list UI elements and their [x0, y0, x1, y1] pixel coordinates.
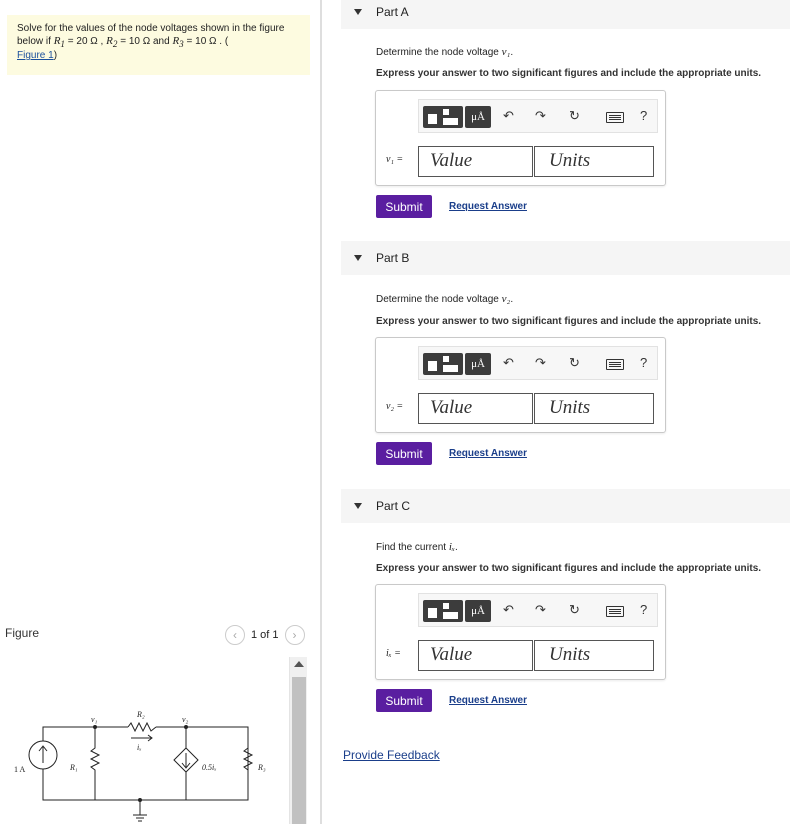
templates-icon[interactable]: [423, 106, 463, 128]
part-a-answer-box: [375, 90, 666, 186]
part-a-header[interactable]: [341, 0, 790, 29]
r2-value: = 10 Ω and: [117, 36, 173, 47]
figure-link[interactable]: Figure 1: [17, 50, 54, 62]
units-button[interactable]: μÅ: [465, 106, 491, 128]
v1-label: v₁: [91, 715, 98, 724]
ground-symbol: [133, 800, 147, 821]
source-label: 1 A: [14, 765, 26, 774]
part-c-instructions: Express your answer to two significant figures and include the appropriate units.: [376, 563, 762, 574]
r1-symbol: $R_1$: [53, 35, 65, 50]
request-answer-link[interactable]: Request Answer: [449, 695, 527, 706]
circuit-diagram: [0, 690, 285, 824]
request-answer-link[interactable]: Request Answer: [449, 201, 527, 212]
scroll-up-icon[interactable]: [294, 661, 304, 667]
redo-icon[interactable]: ↷: [535, 355, 546, 370]
undo-icon[interactable]: ↶: [503, 602, 514, 617]
var-label: iₓ =: [386, 648, 401, 659]
part-a-question: Determine the node voltage v₁.: [376, 46, 514, 58]
redo-icon[interactable]: ↷: [535, 602, 546, 617]
r3-symbol: $R_3$: [172, 35, 184, 50]
r2-symbol: $R_2$: [106, 35, 118, 50]
part-a-instructions: Express your answer to two significant figures and include the appropriate units.: [376, 68, 762, 79]
ix-label: iₓ: [137, 743, 142, 752]
submit-button[interactable]: Submit: [376, 689, 432, 712]
units-input[interactable]: Units: [534, 640, 654, 671]
undo-icon[interactable]: ↶: [503, 355, 514, 370]
part-b-instructions: Express your answer to two significant figures and include the appropriate units.: [376, 316, 762, 327]
templates-icon[interactable]: [423, 353, 463, 375]
r3-label: R₃: [258, 763, 266, 772]
figure-pager: [225, 625, 305, 645]
collapse-triangle-icon: [354, 255, 362, 261]
r1-value: = 20 Ω ,: [65, 36, 107, 47]
scroll-thumb[interactable]: [292, 677, 306, 824]
part-b-title: Part B: [376, 251, 410, 265]
value-input[interactable]: Value: [418, 393, 533, 424]
keyboard-icon[interactable]: [606, 606, 624, 617]
reset-icon[interactable]: ↻: [569, 355, 580, 370]
chevron-right-icon[interactable]: ›: [285, 625, 305, 645]
wire-top-left: [43, 727, 128, 741]
part-a-title: Part A: [376, 5, 409, 19]
resistor-r1: [91, 727, 99, 800]
figure-page-count: 1 of 1: [251, 629, 279, 641]
part-c-answer-box: [375, 584, 666, 680]
part-c-question: Find the current iₓ.: [376, 541, 458, 553]
figure-link-close: ): [53, 50, 58, 62]
help-icon[interactable]: ?: [640, 355, 648, 370]
node-v1: [93, 725, 97, 729]
part-c-header[interactable]: [341, 489, 790, 523]
part-b-header[interactable]: [341, 241, 790, 275]
reset-icon[interactable]: ↻: [569, 602, 580, 617]
r2-label: R₂: [137, 710, 145, 719]
keyboard-icon[interactable]: [606, 359, 624, 370]
units-input[interactable]: Units: [534, 146, 654, 177]
problem-statement: [7, 15, 310, 75]
collapse-triangle-icon: [354, 9, 362, 15]
units-input[interactable]: Units: [534, 393, 654, 424]
part-b-question: Determine the node voltage v₂.: [376, 293, 514, 305]
problem-text: Solve for the values of the node voltages shown in the figure below if: [17, 23, 285, 47]
help-icon[interactable]: ?: [640, 602, 648, 617]
templates-icon[interactable]: [423, 600, 463, 622]
dep-source-arrow: [182, 753, 190, 768]
math-toolbar: [418, 346, 658, 380]
figure-heading: Figure: [5, 626, 40, 640]
var-label: v₁ =: [386, 154, 404, 165]
node-ground: [138, 798, 142, 802]
resistor-r2: [128, 723, 156, 731]
value-input[interactable]: Value: [418, 640, 533, 671]
undo-icon[interactable]: ↶: [503, 108, 514, 123]
node-v2: [184, 725, 188, 729]
column-divider: [320, 0, 322, 824]
var-label: v₂ =: [386, 401, 404, 412]
provide-feedback-link[interactable]: Provide Feedback: [343, 748, 440, 762]
redo-icon[interactable]: ↷: [535, 108, 546, 123]
reset-icon[interactable]: ↻: [569, 108, 580, 123]
units-button[interactable]: μÅ: [465, 600, 491, 622]
units-button[interactable]: μÅ: [465, 353, 491, 375]
submit-button[interactable]: Submit: [376, 195, 432, 218]
part-c-title: Part C: [376, 499, 411, 513]
v2-label: v₂: [182, 715, 189, 724]
help-icon[interactable]: ?: [640, 108, 648, 123]
ix-arrow: [131, 735, 152, 741]
collapse-triangle-icon: [354, 503, 362, 509]
math-toolbar: [418, 593, 658, 627]
r1-label: R₁: [70, 763, 78, 772]
part-b-answer-box: [375, 337, 666, 433]
request-answer-link[interactable]: Request Answer: [449, 448, 527, 459]
current-arrow: [39, 746, 47, 763]
figure-scrollbar[interactable]: [289, 657, 307, 824]
chevron-left-icon[interactable]: ‹: [225, 625, 245, 645]
dep-source-label: 0.5iₓ: [202, 763, 217, 772]
submit-button[interactable]: Submit: [376, 442, 432, 465]
r3-value: = 10 Ω . (: [183, 36, 229, 47]
value-input[interactable]: Value: [418, 146, 533, 177]
keyboard-icon[interactable]: [606, 112, 624, 123]
math-toolbar: [418, 99, 658, 133]
